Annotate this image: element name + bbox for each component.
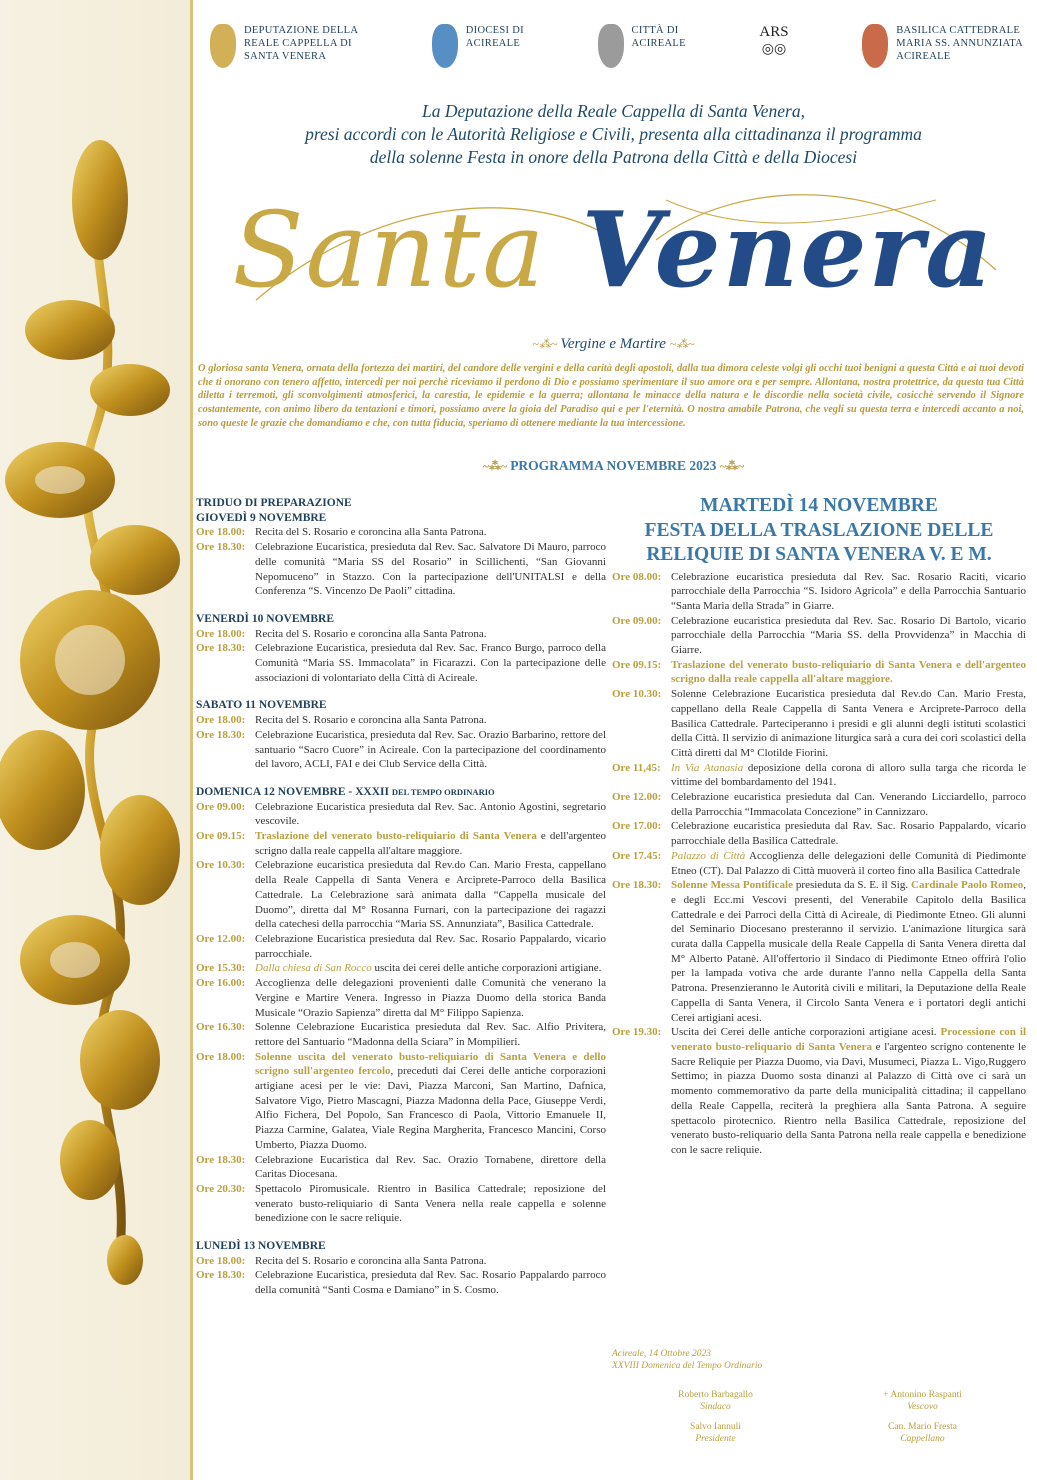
entry-text-segment: Recita del S. Rosario e coroncina alla Santa Patrona. <box>255 714 487 727</box>
entry-text-segment: Celebrazione eucaristica presieduta dal Rav. Sac. Rosario Pappalardo, vicario parrocchiale della Basilica Cattedrale. <box>671 820 1026 848</box>
entry-time: Ore 16.00: <box>196 977 246 990</box>
entry-description <box>255 932 606 961</box>
entry-text-segment: Accoglienza delle delegazioni delle Comunità di Piedimonte Etneo (CT). Dal Palazzo di Città muoverà il corteo fino alla Basilica Cattedrale <box>671 849 1026 877</box>
entry-text-segment: e l'argenteo scrigno contenente le Sacre Reliquie per Piazza Duomo, via Davì, Musumeci, Piazza L. Vigo,Ruggero Settimo; in piazza Duomo sosta dinanzi al Palazzo di Città ove ci sarà un momento commemorativo da parte della municipalità cittadina; il cappellano della Reale Cappella, reciterà la preghiera alla Santa Patrona. A seguire spettacolo pirotecnico. Rientro nella Basilica Cattedrale, reposizione del venerato busto-reliquario della Santa Patrona nella reale cappella e benedizione con le sacre reliquie. <box>671 1041 1026 1156</box>
entry-time: Ore 16.30: <box>196 1021 246 1034</box>
entry-text-segment: , e degli Ecc.mi Vescovi presenti, del Venerabile Capitolo della Basilica Cattedrale e dei Parroci della Città di Acireale, di Piedimonte Etneo. Gli alunni del Seminario Diocesano presteranno il servizio. L'animazione liturgica sarà curata dalla Cappella musicale della Reale Cappella di Santa Venera diretta dal M° Alberto Patanè. All'offertorio il Sindaco di Piedimonte Etneo offrirà l'olio per la lampada votiva che arde durante l'anno nella Cappella della Santa Patrona. Presenzieranno le Autorità civili e militari, la Deputazione della Reale Cappella di Santa Venera, il Circolo Santa Venera e i portatori degli antichi Cerei artigiani acesi. <box>671 879 1026 1024</box>
schedule-entry <box>612 614 1026 658</box>
day-subheading: GIOVEDÌ 9 NOVEMBRE <box>196 511 327 524</box>
schedule-entry <box>196 627 606 642</box>
entry-description <box>671 658 1026 687</box>
coat-of-arms-icon <box>210 24 236 68</box>
entry-description <box>671 614 1026 658</box>
entry-description <box>255 540 606 599</box>
schedule-entry <box>196 932 606 961</box>
entry-text-segment: Accoglienza delle delegazioni provenienti dalle Comunità che venerano la Vergine e Martire Venera. Ingresso in Piazza Duomo della storica Banda Musicale “Orazio Sapienza” diretta dal M° Filippo Sapienza. <box>255 977 606 1019</box>
schedule-entry <box>612 849 1026 878</box>
entry-description <box>255 525 606 540</box>
coat-of-arms-icon <box>432 24 458 68</box>
entry-description <box>255 829 606 858</box>
logo-text <box>632 24 686 50</box>
entry-text-segment: Celebrazione eucaristica presieduta dal Rev. Sac. Rosario Di Bartolo, vicario parrocchiale della Parrocchia “Maria SS. della Provvidenza” in Macchia di Giarre. <box>671 614 1026 657</box>
entry-text-segment: Solenne Celebrazione Eucaristica presieduta dal Rev. Sac. Alfio Privitera, rettore del Santuario “Madonna della Sciara” in Mompilieri. <box>255 1021 606 1048</box>
day-heading <box>196 496 606 511</box>
flourish-icon: ~⁂~ <box>719 459 745 473</box>
logo-citta <box>598 24 686 79</box>
schedule-entry <box>196 976 606 1020</box>
entry-time: Ore 17.00: <box>612 820 662 833</box>
schedule-entry <box>196 829 606 858</box>
entry-time: Ore 08.00: <box>612 570 662 583</box>
entry-text-segment: Celebrazione Eucaristica, presieduta dal Rev. Sac. Rosario Pappalardo parroco della comunità “Santi Cosma e Damiano” in S. Cosmo. <box>255 1269 606 1297</box>
entry-time: Ore 12.00: <box>196 932 246 945</box>
entry-time: Ore 20.30: <box>196 1182 246 1195</box>
logo-deputazione <box>210 24 358 79</box>
logo-text-line: DIOCESI DI <box>465 25 524 36</box>
signatures <box>612 1389 1026 1445</box>
entry-text-segment: Celebrazione Eucaristica, presieduta dal Rev. Sac. Orazio Barbarino, rettore del santuario “Sacro Cuore” in Acireale. Con la partecipazione del coordinamento del lavoro, ACLI, FAI e dei Club Service della Città. <box>255 728 606 771</box>
entry-text-segment: uscita dei cerei delle antiche corporazioni artigiane. <box>371 962 602 975</box>
main-title <box>196 175 1031 325</box>
entry-time: Ore 12.00: <box>612 791 662 804</box>
logo-diocesi <box>432 24 524 79</box>
day-heading <box>196 698 606 713</box>
entry-description <box>255 1182 606 1226</box>
title-venera: Venera <box>581 188 995 311</box>
ars-spiral-icon: ◎◎ <box>761 42 787 57</box>
entry-time: Ore 18.30: <box>196 541 246 554</box>
entry-description <box>255 641 606 685</box>
signature-block <box>819 1421 1026 1445</box>
entry-time: Ore 18.00: <box>196 714 246 727</box>
entry-text-segment: Recita del S. Rosario e coroncina alla Santa Patrona. <box>255 627 487 640</box>
entry-time: Ore 18.00: <box>196 1050 246 1063</box>
entry-text-segment: e dell'argenteo scrigno dalla reale cappella all'altare maggiore. <box>255 830 606 857</box>
intro-line: della solenne Festa in onore della Patrona della Città e della Diocesi <box>369 147 858 167</box>
schedule-entry <box>612 570 1026 614</box>
program-left-column <box>196 496 606 1298</box>
entry-time: Ore 09.15: <box>612 658 662 671</box>
signature-block <box>819 1389 1026 1413</box>
entry-text-segment: , preceduti dai Cerei delle antiche corporazioni artigiane acesi per le vie: Davì, Piazza Marconi, San Martino, Dafnica, Salvatore Vigo, Pietro Mascagni, Piazza Madonna della Pace, Giuseppe Verdi, Alfio Fichera, Del Popolo, San Francesco di Paola, Vittorio Emanuele II, Piazza Carmine, Galatea, Viale Regina Margherita, Francesco Mancini, Corso Umberto, Piazza Duomo. <box>255 1065 606 1151</box>
entry-description <box>255 976 606 1020</box>
logo-text-line: ACIREALE <box>631 38 686 49</box>
entry-time: Ore 18.00: <box>196 526 246 539</box>
entry-description <box>255 627 606 642</box>
entry-time: Ore 09.15: <box>196 830 246 843</box>
entry-time: Ore 18.00: <box>196 627 246 640</box>
entry-description <box>255 713 606 728</box>
entry-text-segment: Celebrazione eucaristica presieduta dal Rev. Sac. Rosario Raciti, vicario parrocchiale della Parrocchia “S. Isidoro Agricola” e della Parrocchia Santuario “Santa Maria della Strada” in Giarre. <box>671 570 1026 612</box>
feast-heading <box>612 494 1026 568</box>
schedule-entry <box>196 858 606 932</box>
entry-text-segment: Processione con il venerato busto-reliquario di Santa Venera <box>671 1026 1027 1053</box>
feast-heading-line: MARTEDÌ 14 NOVEMBRE <box>700 495 938 516</box>
entry-description <box>671 878 1026 1025</box>
entry-time: Ore 11,45: <box>612 761 661 774</box>
logo-ars <box>759 24 788 79</box>
entry-text-segment: Celebrazione eucaristica presieduta dal Can. Venerando Licciardello, parroco della Parrocchia “Immacolata Concezione” in Cannizzaro. <box>671 791 1026 818</box>
entry-description <box>671 761 1026 790</box>
logo-basilica <box>862 24 1023 79</box>
schedule-entry <box>196 961 606 976</box>
entry-text-segment: Solenne Celebrazione Eucaristica presieduta dal Rev.do Can. Mario Fresta, cappellano della Reale Cappella di Santa Venera e Arciprete-Parroco della Basilica Cattedrale. Parteciperanno i presidi e gli alunni degli istituti scolastici della Città. Il servizio di animazione liturgica sarà a cura dei cori scolastici della Città diretti dal M° Clotilde Fiorini. <box>671 688 1026 759</box>
entry-time: Ore 10.30: <box>612 688 662 701</box>
schedule-entry <box>196 641 606 685</box>
schedule-entry <box>196 800 606 829</box>
entry-description <box>255 800 606 829</box>
schedule-entry <box>196 1182 606 1226</box>
entry-text-segment: Solenne Messa Pontificale <box>671 879 793 892</box>
logo-text-line: BASILICA CATTEDRALE <box>896 25 1021 36</box>
entry-text-segment: Celebrazione Eucaristica dal Rev. Sac. Orazio Tornabene, direttore della Caritas Diocesana. <box>255 1153 606 1181</box>
entry-text-segment: Dalla chiesa di San Rocco <box>255 962 372 975</box>
entry-description <box>671 1025 1026 1157</box>
day-title: TRIDUO DI PREPARAZIONE <box>196 497 352 509</box>
entry-time: Ore 18.00: <box>196 1254 246 1267</box>
entry-text-segment: Solenne uscita del venerato busto-reliquiario di Santa Venera e dello scrigno sull'argenteo fercolo <box>255 1050 606 1078</box>
signature-role: Presidente <box>695 1434 736 1444</box>
entry-description <box>671 687 1026 761</box>
entry-time: Ore 19.30: <box>612 1026 662 1039</box>
day-heading <box>196 1239 606 1254</box>
logo-text <box>896 24 1023 63</box>
entry-description <box>255 1268 606 1297</box>
entry-text-segment: Uscita dei Cerei delle antiche corporazioni artigiane acesi. <box>671 1026 941 1039</box>
day-title-small: DEL TEMPO ORDINARIO <box>391 786 495 797</box>
signature-name: + Antonino Raspanti <box>883 1390 962 1400</box>
flourish-icon: ~⁂~ <box>669 337 695 351</box>
feast-heading-line: RELIQUIE DI SANTA VENERA V. E M. <box>646 544 992 565</box>
schedule-entry <box>196 540 606 599</box>
flourish-icon: ~⁂~ <box>532 337 561 351</box>
dateline-liturgical: XXVIII Domenica del Tempo Ordinario <box>612 1361 763 1371</box>
schedule-entry <box>196 1020 606 1049</box>
intro-line: La Deputazione della Reale Cappella di Santa Venera, <box>421 101 805 121</box>
schedule-entry <box>196 1254 606 1269</box>
logo-text-line: REALE CAPPELLA DI <box>244 38 352 49</box>
intro-line: presi accordi con le Autorità Religiose e Civili, presenta alla cittadinanza il programma <box>305 124 922 144</box>
coat-of-arms-icon <box>598 24 624 68</box>
entry-time: Ore 18.30: <box>196 1153 246 1166</box>
signature-block <box>612 1421 819 1445</box>
program-heading <box>196 458 1031 474</box>
entry-time: Ore 09.00: <box>196 800 246 813</box>
entry-time: Ore 18.30: <box>196 728 246 741</box>
entry-text-segment: Celebrazione Eucaristica, presieduta dal Rev. Sac. Franco Burgo, parroco della Comunità “Maria SS. Immacolata” in Ficarazzi. Con la partecipazione delle associazioni di volontariato della Città di Acireale. <box>255 642 606 684</box>
subtitle-text: Vergine e Martire <box>560 336 666 352</box>
logo-text-line: SANTA VENERA <box>244 51 327 62</box>
entry-time: Ore 18.30: <box>196 642 246 655</box>
signature-name: Can. Mario Fresta <box>888 1422 957 1432</box>
day-title: DOMENICA 12 NOVEMBRE - XXXII <box>196 785 389 798</box>
entry-time: Ore 09.00: <box>612 614 662 627</box>
signature-name: Roberto Barbagallo <box>678 1390 753 1400</box>
schedule-entry <box>612 819 1026 848</box>
entry-text-segment: deposizione della corona di alloro sulla targa che ricorda le vittime del bombardamento del 1941. <box>671 761 1026 789</box>
entry-time: Ore 15.30: <box>196 962 246 975</box>
dateline-date: Acireale, 14 Ottobre 2023 <box>612 1349 712 1359</box>
entry-text-segment: In Via Atanasia <box>671 761 744 774</box>
entry-text-segment: Celebrazione Eucaristica presieduta dal Rev. Sac. Antonio Agostini, segretario vescovile. <box>255 800 606 828</box>
entry-time: Ore 10.30: <box>196 859 246 872</box>
day-heading <box>196 612 606 627</box>
schedule-entry <box>612 790 1026 819</box>
entry-description <box>255 858 606 932</box>
logo-text <box>466 24 524 50</box>
entry-text-segment: Traslazione del venerato busto-reliquiario di Santa Venera <box>255 830 537 843</box>
logo-text-line: ACIREALE <box>896 51 951 62</box>
entry-description <box>671 819 1026 848</box>
ars-logo-text: ARS <box>759 24 789 40</box>
entry-time: Ore 18.30: <box>612 879 662 892</box>
logo-text-line: ACIREALE <box>465 38 521 49</box>
intro-text <box>196 100 1031 169</box>
subtitle <box>196 336 1031 353</box>
schedule-entry <box>196 1050 606 1153</box>
schedule-entry <box>196 713 606 728</box>
coat-of-arms-icon <box>862 24 888 68</box>
entry-description <box>671 570 1026 614</box>
entry-description <box>671 790 1026 819</box>
schedule-entry <box>196 525 606 540</box>
entry-text-segment: Palazzo di Città <box>671 849 746 862</box>
schedule-entry <box>196 728 606 772</box>
entry-text-segment: Celebrazione Eucaristica, presieduta dal Rev. Sac. Salvatore Di Mauro, parroco delle comunità “Maria SS del Rosario” in Scillichenti, “San Giovanni Nepomuceno” in Stazzo. Con la partecipazione dell'UNITALSI e della Conferenza “S. Vincenzo De Paoli” cittadina. <box>255 541 606 598</box>
prayer-text: O gloriosa santa Venera, ornata della fortezza dei martiri, del candore delle vergini e della carità degli apostoli, dalla tua dimora celeste volgi gli occhi tuoi benigni a questa Città e ai tuoi devoti che ti onorano con tenero affetto, intercedi per noi perchè riceviamo il perdono di Dio e possiamo sperimentare il suo amore ora e per sempre. Allontana, nostra protettrice, da questa tua Città diletta i terremoti, gli sconvolgimenti atmosferici, la carestia, le epidemie e la guerra; allontana le minacce della natura e le discordie nella società civile, cosicchè servendo il Signore costantemente, con animo libero da tentazioni e timori, possiamo avere la gioia del Paradiso qui e per l'eternità. O nostra amabile Patrona, che vegli su questa terra e intercedi accanto a noi, sono queste le grazie che domandiamo e che, con tutta fiducia, speriamo di ottenere mediante la tua intercessione. <box>198 363 1024 429</box>
entry-description <box>671 849 1026 878</box>
day-heading <box>196 785 606 800</box>
acanthus-ornament-icon <box>0 0 190 1480</box>
entry-text-segment: Cardinale Paolo Romeo <box>911 879 1024 892</box>
schedule-entry <box>612 658 1026 687</box>
title-santa: Santa <box>232 189 547 311</box>
logo-text-line: CITTÀ DI <box>631 25 679 36</box>
entry-time: Ore 18.30: <box>196 1269 246 1282</box>
signature-name: Salvo Iannuli <box>690 1422 741 1432</box>
entry-text-segment: Celebrazione eucaristica presieduta dal Rev.do Can. Mario Fresta, cappellano della Reale Cappella di Santa Venera e Arciprete-Parroco della Basilica Cattedrale. La Celebrazione sarà animata dalla “Cappella musicale del Duomo”, diretta dal M° Rosanna Furnari, con la partecipazione dei ragazzi della catechesi della parrocchia “Maria SS. Annunziata”, Basilica Cattedrale. <box>255 859 606 931</box>
feast-heading-line: FESTA DELLA TRASLAZIONE DELLE <box>644 519 994 541</box>
schedule-entry <box>196 1268 606 1297</box>
logo-text <box>244 24 358 63</box>
program-heading-text: PROGRAMMA NOVEMBRE 2023 <box>510 458 717 473</box>
logo-row <box>210 24 1023 79</box>
entry-description <box>255 1254 606 1269</box>
ars-logo <box>759 24 788 58</box>
flourish-icon: ~⁂~ <box>482 459 511 473</box>
day-title: SABATO 11 NOVEMBRE <box>196 699 327 712</box>
entry-text-segment: presieduta da S. E. il Sig. <box>792 879 912 892</box>
schedule-entry <box>612 761 1026 790</box>
entry-description <box>255 1050 606 1153</box>
entry-description <box>255 1020 606 1049</box>
schedule-entry <box>612 878 1026 1025</box>
entry-description <box>255 961 606 976</box>
signature-role: Sindaco <box>700 1402 731 1412</box>
day-title: VENERDÌ 10 NOVEMBRE <box>196 612 335 625</box>
schedule-entry <box>196 1153 606 1182</box>
logo-text-line: DEPUTAZIONE DELLA <box>244 25 359 36</box>
signature-role: Vescovo <box>907 1402 938 1412</box>
entry-text-segment: Celebrazione Eucaristica presieduta dal Rev. Sac. Rosario Pappalardo, vicario parrocchiale. <box>255 932 606 960</box>
signature-block <box>612 1389 819 1413</box>
poster-content <box>196 0 1031 1480</box>
day-title: LUNEDÌ 13 NOVEMBRE <box>196 1240 326 1253</box>
signature-role: Cappellano <box>900 1434 945 1444</box>
entry-description <box>255 1153 606 1182</box>
program-right-column <box>612 494 1026 1158</box>
gold-ornament-border <box>0 0 193 1480</box>
schedule-entry <box>612 687 1026 761</box>
entry-text-segment: Recita del S. Rosario e coroncina alla Santa Patrona. <box>255 526 487 539</box>
entry-text-segment: Recita del S. Rosario e coroncina alla Santa Patrona. <box>255 1254 487 1267</box>
dateline <box>612 1348 1026 1372</box>
entry-time: Ore 17.45: <box>612 849 662 862</box>
logo-text-line: MARIA SS. ANNUNZIATA <box>896 38 1023 49</box>
entry-text-segment: Spettacolo Piromusicale. Rientro in Basilica Cattedrale; reposizione del venerato busto-reliquiario di Santa Venera nella reale cappella e solenne benedizione con le sacre reliquie. <box>255 1182 606 1225</box>
entry-text-segment: Traslazione del venerato busto-reliquiario di Santa Venera e dell'argenteo scrigno dalla reale cappella all'altare maggiore. <box>671 658 1026 686</box>
schedule-entry <box>612 1025 1026 1157</box>
entry-description <box>255 728 606 772</box>
